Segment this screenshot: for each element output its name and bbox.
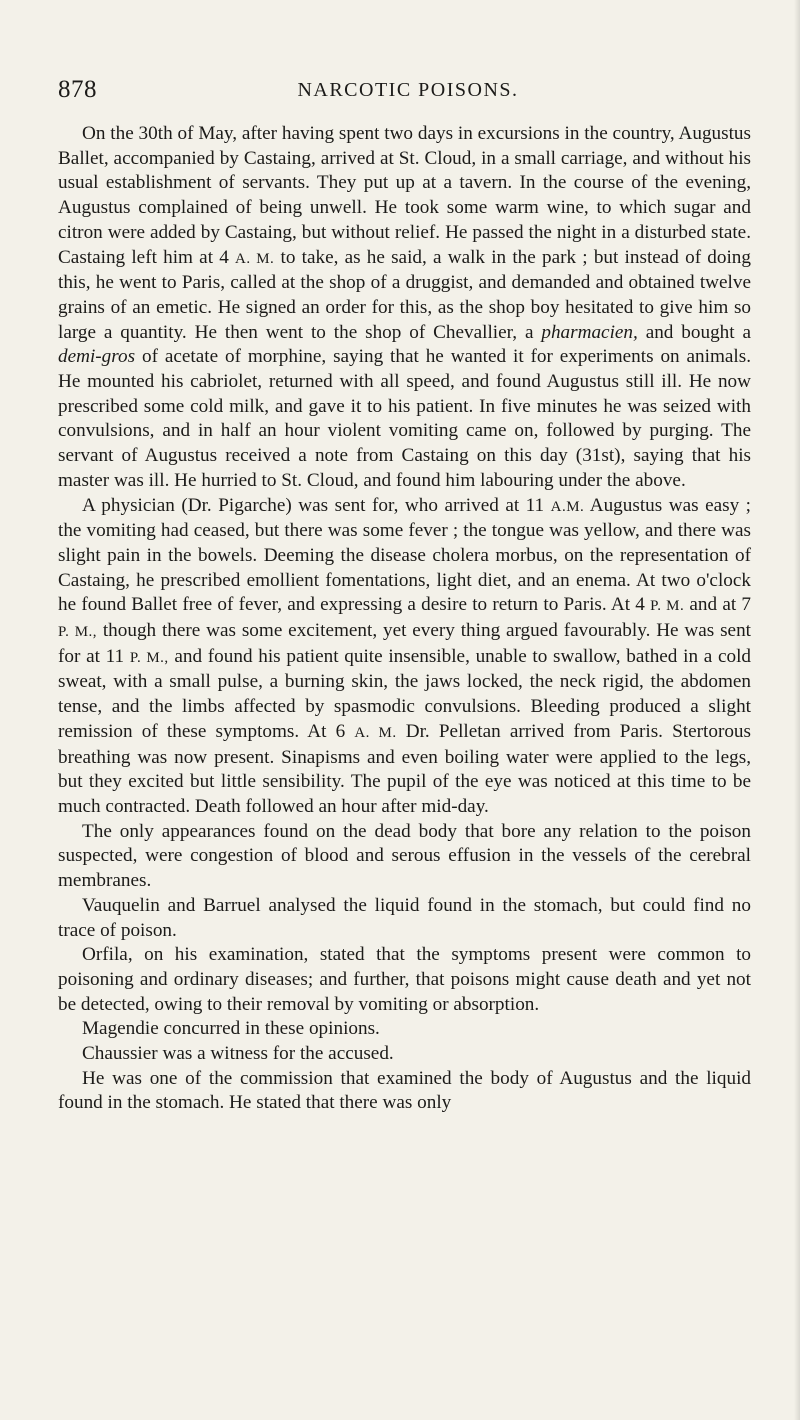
page-number: 878	[58, 76, 97, 103]
body-text	[58, 122, 751, 1116]
running-head: NARCOTIC POISONS.	[297, 79, 519, 101]
paragraph-8: He was one of the commission that examined the body of Augustus and the liquid found in the stomach. He stated that there was only	[58, 1067, 751, 1114]
paragraph-3: The only appearances found on the dead body that bore any relation to the poison suspected, were congestion of blood and serous effusion in the vessels of the cerebral membranes.	[58, 820, 751, 892]
paragraph-4: Vauquelin and Barruel analysed the liquid found in the stomach, but could find no trace of poison.	[58, 894, 751, 941]
paragraph-7: Chaussier was a witness for the accused.	[82, 1043, 394, 1065]
paragraph-6: Magendie concurred in these opinions.	[82, 1018, 380, 1040]
paragraph-1: On the 30th of May, after having spent two days in excursions in the country, Augustus Ballet, accompanied by Castaing, arrived at St. Cloud, in a small carriage, and without his usual establishment of servants. They put up at a tavern. In the course of the evening, Augustus complained of being unwell. He took some warm wine, to which sugar and citron were added by Castaing, but without relief. He passed the night in a disturbed state. Castaing left him at 4 A. M. to take, as he said, a walk in the park ; but instead of doing this, he went to Paris, called at the shop of a druggist, and demanded and obtained twelve grains of an emetic. He signed an order for this, as the shop boy hesitated to give him so large a quantity. He then went to the shop of Chevallier, a pharmacien, and bought a demi-gros of acetate of morphine, saying that he wanted it for experiments on animals. He mounted his cabriolet, returned with all speed, and found Augustus still ill. He now prescribed some cold milk, and gave it to his patient. In five minutes he was seized with convulsions, and in half an hour violent vomiting came on, followed by purging. The servant of Augustus received a note from Castaing on this day (31st), saying that his master was ill. He hurried to St. Cloud, and found him labouring under the above.	[58, 123, 751, 491]
page-edge-shadow	[794, 0, 800, 1420]
paragraph-2: A physician (Dr. Pigarche) was sent for, who arrived at 11 A.M. Augustus was easy ; the vomiting had ceased, but there was some fever ; the tongue was yellow, and there was slight pain in the bowels. Deeming the disease cholera morbus, on the representation of Castaing, he prescribed emollient fomentations, light diet, and an enema. At two o'clock he found Ballet free of fever, and expressing a desire to return to Paris. At 4 P. M. and at 7 P. M., though there was some excitement, yet every thing argued favourably. He was sent for at 11 P. M., and found his patient quite insensible, unable to swallow, bathed in a cold sweat, with a small pulse, a burning skin, the jaws locked, the neck rigid, the abdomen tense, and the limbs affected by spasmodic convulsions. Bleeding produced a slight remission of these symptoms. At 6 A. M. Dr. Pelletan arrived from Paris. Stertorous breathing was now present. Sinapisms and even boiling water were applied to the legs, but they excited but little sensibility. The pupil of the eye was noticed at this time to be much contracted. Death followed an hour after mid-day.	[58, 494, 751, 817]
paragraph-5: Orfila, on his examination, stated that the symptoms present were common to poisoning and ordinary diseases; and further, that poisons might cause death and yet not be detected, owing to their removal by vomiting or absorption.	[58, 944, 751, 1015]
page-header	[58, 76, 758, 116]
